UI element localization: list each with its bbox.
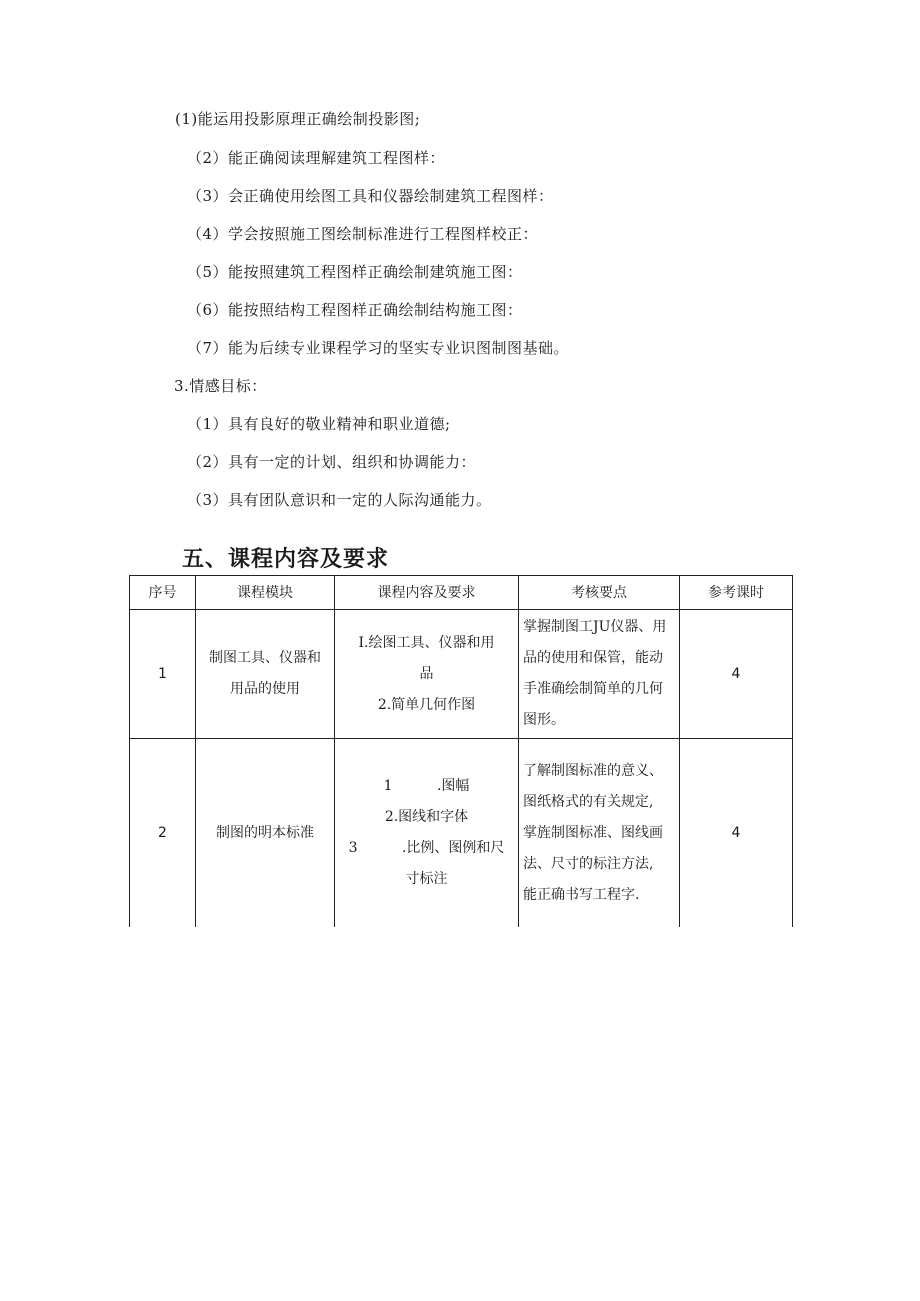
row-content [335,739,519,928]
row-key-points [519,739,680,928]
key-point-line: 品的使用和保管，能动 [523,650,663,666]
skill-item-5: （5）能按照建筑工程图样正确绘制建筑施工图： [187,263,523,281]
row-hours: 4 [680,610,793,739]
key-point-line: 法、尺寸的标注方法, [523,855,654,872]
key-point-line: 了解制图标准的意义、 [523,762,663,779]
course-content-table [129,575,793,927]
key-point-line: 能正确书写工程字. [523,886,640,903]
table-row [130,739,793,928]
module-line: 制图工具、仪器和 [209,650,321,666]
skill-item-4: （4）学会按照施工图绘制标准进行工程图样校正： [187,225,539,243]
skill-item-2: （2）能正确阅读理解建筑工程图样： [187,149,446,167]
content-line: 3 .比例、图例和尺 [348,840,505,856]
header-content: 课程内容及要求 [335,576,519,610]
header-module: 课程模块 [196,576,335,610]
header-no: 序号 [130,576,196,610]
affective-item-3: （3）具有团队意识和一定的人际沟通能力。 [187,491,492,509]
skill-item-1: (1)能运用投影原理正确绘制投影图; [175,110,421,128]
key-point-line: 掌握制图工JU仪器、用 [523,619,667,635]
section-heading: 五、课程内容及要求 [182,547,390,572]
skill-item-6: （6）能按照结构工程图样正确绘制结构施工图： [187,301,523,319]
row-module [196,739,335,928]
table-row [130,610,793,739]
row-no: 1 [130,610,196,739]
row-content [335,610,519,739]
key-point-line: 掌旌制图标准、图线画 [523,824,663,841]
header-hours: 参考课时 [680,576,793,610]
row-module [196,610,335,739]
row-hours: 4 [680,739,793,928]
content-line: 寸标注 [405,871,448,887]
content-line: I.绘图工具、仪器和用 [358,634,495,651]
skill-item-3: （3）会正确使用绘图工具和仪器绘制建筑工程图样： [187,187,554,205]
row-no: 2 [130,739,196,928]
table-header-row [130,576,793,610]
key-point-line: 图形。 [523,712,565,728]
content-line: 2.简单几何作图 [377,696,476,713]
key-point-line: 图纸格式的有关规定, [523,793,654,810]
module-line: 制图的明本标准 [216,824,314,841]
content-line: 2.图线和字体 [384,809,469,825]
skill-item-7: （7）能为后续专业课程学习的坚实专业识图制图基础。 [187,339,570,357]
content-line: 品 [419,665,434,682]
header-key-points: 考核要点 [519,576,680,610]
affective-title: 3.情感目标： [174,377,267,395]
key-point-line: 手准确绘制简单的几何 [523,681,663,697]
affective-item-2: （2）具有一定的计划、组织和协调能力： [187,453,477,471]
row-key-points [519,610,680,739]
affective-item-1: （1）具有良好的敬业精神和职业道德; [187,415,451,433]
module-line: 用品的使用 [230,681,300,697]
content-line: 1 .图幅 [383,778,470,794]
